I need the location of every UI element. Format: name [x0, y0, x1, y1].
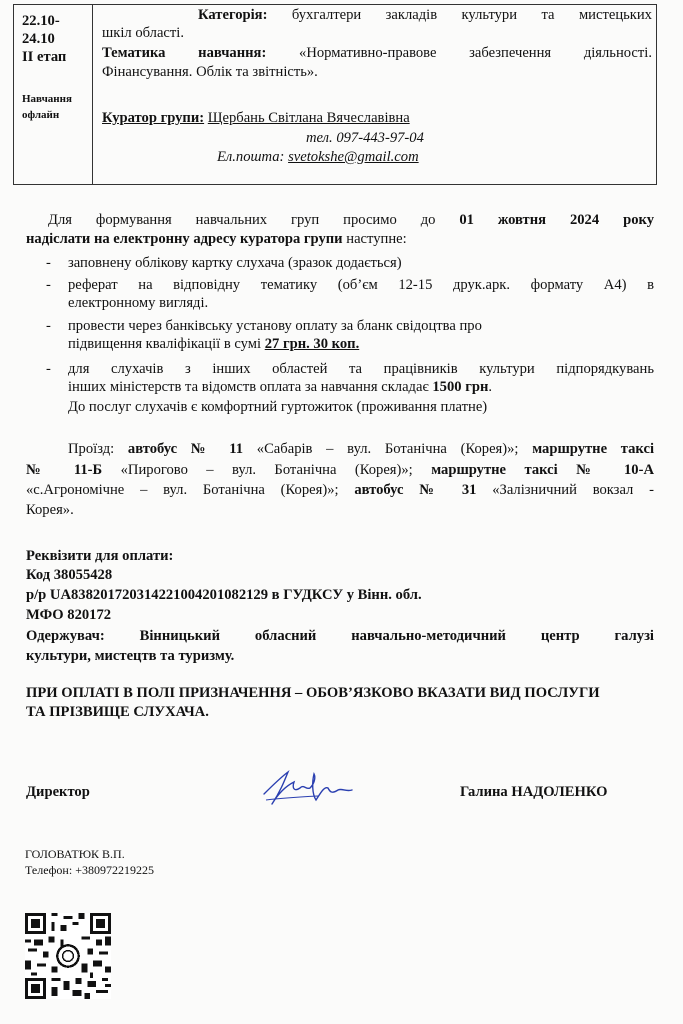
punctuation: . [488, 379, 493, 395]
study-mode-line-1: Навчання [22, 93, 72, 105]
travel-line-4: Корея». [26, 502, 74, 518]
payment-account: р/р UA838201720314221004201082129 в ГУДКСУ у Вінн. обл. [26, 587, 422, 603]
payment-mfo: МФО 820172 [26, 607, 112, 623]
list-item-text: інших міністерств та відомств оплата за навчання складає [68, 379, 429, 395]
bullet-dash: - [46, 277, 51, 293]
bus-11: автобус № 11 [127, 441, 244, 457]
email-label: Ел.пошта: [217, 149, 285, 165]
travel-line-3 [26, 482, 654, 499]
deadline-date: 01 жовтня 2024 року [459, 212, 654, 228]
travel-label: Проїзд: [68, 441, 115, 457]
payment-title: Реквізити для оплати: [26, 548, 174, 564]
category-value-cont: шкіл області. [102, 25, 184, 41]
list-item-text: підвищення кваліфікації в сумі [68, 336, 262, 352]
course-stage: II етап [22, 49, 67, 65]
curator-label: Куратор групи: [102, 110, 205, 126]
recipient-line-2: культури, мистецтв та туризму. [26, 648, 235, 664]
payment-notice-cont: ТА ПРІЗВИЩЕ СЛУХАЧА. [26, 704, 209, 720]
signatory-name: Галина НАДОЛЕНКО [460, 784, 608, 800]
tuition-fee: 1500 грн [432, 379, 489, 395]
list-item-text: для слухачів з інших областей та працівників культури підпорядкувань [68, 361, 654, 377]
payment-recipient [26, 628, 654, 645]
list-item: провести через банківську установу оплату за бланк свідоцтва про [68, 318, 482, 334]
date-end: 24.10 [22, 31, 55, 47]
curator-email-link[interactable]: svetokshe@gmail.com [288, 149, 419, 165]
signatory-role: Директор [26, 784, 90, 800]
curator-name: Щербань Світлана Вячеславівна [207, 110, 410, 126]
hostel-note: До послуг слухачів є комфортний гуртожиток (проживання платне) [68, 399, 488, 415]
intro-line-1 [26, 212, 654, 229]
category-label: Категорія: [198, 7, 268, 23]
bullet-dash: - [46, 255, 51, 271]
list-item [68, 277, 654, 294]
travel-line-2 [26, 462, 654, 479]
signature-image [258, 764, 358, 814]
bullet-dash: - [46, 318, 51, 334]
category-value: бухгалтери закладів культури та мистецьких [291, 7, 652, 23]
topic-line-1 [102, 45, 652, 62]
date-start: 22.10- [22, 13, 60, 29]
curator-line [102, 110, 410, 127]
qr-code [25, 913, 111, 999]
course-info-table [13, 4, 657, 185]
list-item-cont: електронному вигляді. [68, 295, 209, 311]
route-text: «Пирогово – вул. Ботанічна (Корея)»; [120, 462, 413, 478]
certificate-fee: 27 грн. 30 коп. [264, 336, 360, 352]
route-text: «Залізничний вокзал - [492, 482, 654, 498]
list-item-cont [68, 336, 359, 353]
topic-value-cont: Фінансування. Облік та звітність». [102, 64, 318, 80]
bullet-dash: - [46, 361, 51, 377]
send-instruction: надіслати на електронну адресу куратора групи [26, 231, 343, 247]
executor-phone: Телефон: +380972219225 [25, 863, 154, 877]
payment-code: Код 38055428 [26, 567, 113, 583]
bus-31: автобус № 31 [354, 482, 477, 498]
study-mode-line-2: офлайн [22, 109, 60, 121]
taxi-11b: № 11-Б [26, 462, 103, 478]
recipient-line-1: Одержувач: Вінницький обласний навчально-методичний центр галузі [26, 628, 654, 644]
taxi-label: маршрутне таксі [532, 441, 655, 457]
list-item-text: реферат на відповідну тематику (об’єм 12-15 друк.арк. формату А4) в [68, 277, 654, 293]
intro-text-end: наступне: [346, 231, 407, 247]
study-mode [22, 91, 72, 123]
course-dates-cell [14, 5, 93, 184]
travel-line-1 [26, 441, 654, 458]
intro-text: Для формування навчальних груп просимо до [48, 212, 436, 228]
list-item-cont [68, 379, 492, 396]
route-text: «с.Агрономічне – вул. Ботанічна (Корея)»; [26, 482, 339, 498]
payment-notice: ПРИ ОПЛАТІ В ПОЛІ ПРИЗНАЧЕННЯ – ОБОВ’ЯЗКОВО ВКАЗАТИ ВИД ПОСЛУГИ [26, 685, 600, 701]
curator-phone: тел. 097-443-97-04 [306, 130, 424, 146]
route-text: «Сабарів – вул. Ботанічна (Корея)»; [256, 441, 519, 457]
executor-name: ГОЛОВАТЮК В.П. [25, 847, 125, 861]
topic-label: Тематика навчання: [102, 45, 267, 61]
course-dates [22, 12, 66, 66]
category-line-1 [198, 7, 652, 24]
topic-value: «Нормативно-правове забезпечення діяльності. [299, 45, 652, 61]
taxi-10a: маршрутне таксі № 10-А [431, 462, 654, 478]
list-item [68, 361, 654, 378]
list-item: заповнену облікову картку слухача (зразок додається) [68, 255, 402, 271]
intro-line-2 [26, 231, 407, 248]
curator-email-line [217, 149, 419, 166]
